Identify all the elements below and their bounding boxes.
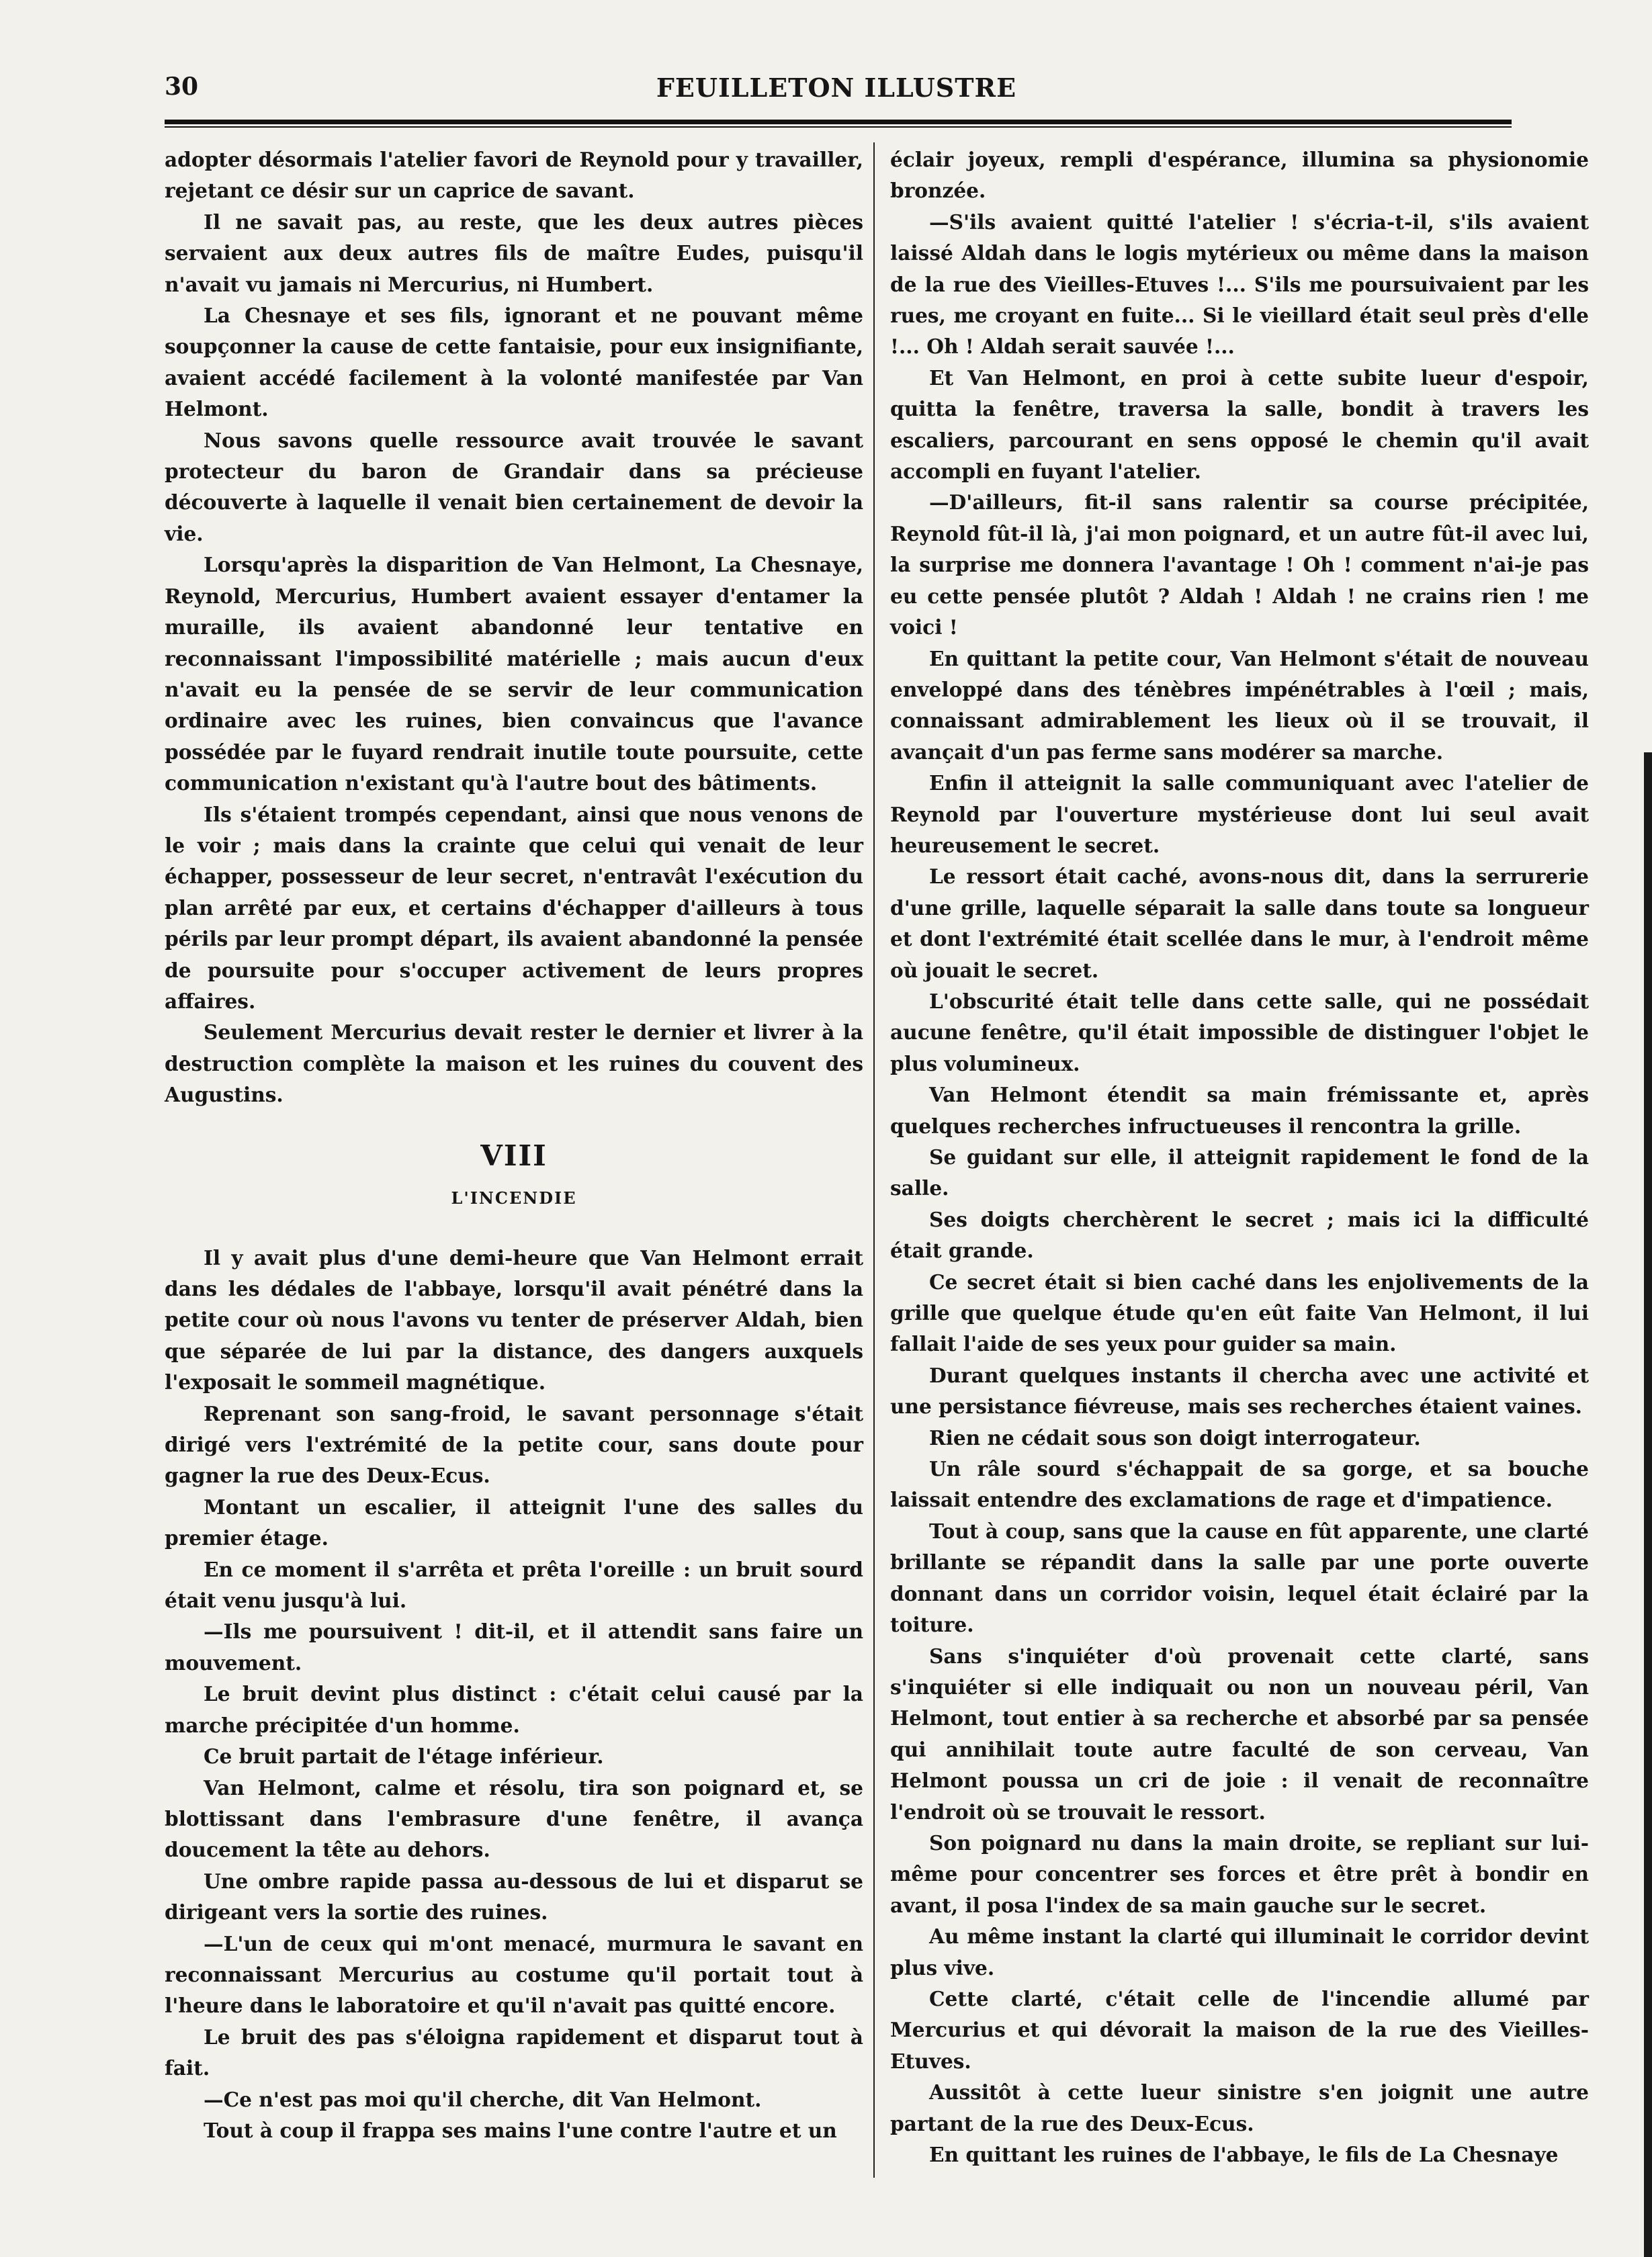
paragraph: Se guidant sur elle, il atteignit rapidement le fond de la salle.: [890, 1145, 1589, 1200]
paragraph: Il y avait plus d'une demi-heure que Van Helmont errait dans les dédales de l'abbaye, lorsqu'il avait pénétré dans la petite cour où nous l'avons vu tenter de préserver Aldah, bien que séparée de lui par la distance, des dangers auxquels l'exposait le sommeil magnétique.: [165, 1245, 863, 1395]
paragraph: Il ne savait pas, au reste, que les deux autres pièces servaient aux deux autres fils de maître Eudes, puisqu'il n'avait vu jamais ni Mercurius, ni Humbert.: [165, 210, 863, 296]
paragraph: Le bruit devint plus distinct : c'était celui causé par la marche précipitée d'un homme.: [165, 1682, 863, 1737]
paragraph: Une ombre rapide passa au-dessous de lui et disparut se dirigeant vers la sortie des ruines.: [165, 1869, 863, 1924]
paragraph: En ce moment il s'arrêta et prêta l'oreille : un bruit sourd était venu jusqu'à lui.: [165, 1557, 863, 1613]
paragraph: Van Helmont étendit sa main frémissante et, après quelques recherches infructueuses il rencontra la grille.: [890, 1083, 1589, 1138]
paragraph: Et Van Helmont, en proi à cette subite lueur d'espoir, quitta la fenêtre, traversa la salle, bondit à travers les escaliers, parcourant en sens opposé le chemin qu'il avait accompli en fuyant l'atelier.: [890, 365, 1589, 484]
left-column: [165, 144, 863, 2146]
paragraph: Seulement Mercurius devait rester le dernier et livrer à la destruction complète la maison et les ruines du couvent des Augustins.: [165, 1020, 863, 1107]
page-number: 30: [165, 73, 199, 101]
paragraph: —S'ils avaient quitté l'atelier ! s'écria-t-il, s'ils avaient laissé Aldah dans le logis mytérieux ou même dans la maison de la rue des Vieilles-Etuves !... S'ils me poursuivaient par les rues, me croyant en fuite... Si le vieillard était seul près d'elle !... Oh ! Aldah serait sauvée !...: [890, 210, 1589, 359]
paragraph: L'obscurité était telle dans cette salle, qui ne possédait aucune fenêtre, qu'il était impossible de distinguer l'objet le plus volumineux.: [890, 989, 1589, 1075]
running-title: FEUILLETON ILLUSTRE: [656, 73, 1017, 103]
paragraph: Ce bruit partait de l'étage inférieur.: [204, 1744, 604, 1769]
paragraph: Le bruit des pas s'éloigna rapidement et disparut tout à fait.: [165, 2025, 863, 2080]
paragraph: Rien ne cédait sous son doigt interrogateur.: [929, 1425, 1421, 1450]
paragraph: éclair joyeux, rempli d'espérance, illumina sa physionomie bronzée.: [890, 148, 1589, 203]
paragraph: Ce secret était si bien caché dans les enjolivements de la grille que quelque étude qu'en eût faite Van Helmont, il lui fallait l'aide de ses yeux pour guider sa main.: [890, 1270, 1589, 1356]
right-column: [890, 144, 1589, 2170]
paragraph: —Ils me poursuivent ! dit-il, et il attendit sans faire un mouvement.: [165, 1620, 863, 1675]
page-edge-shadow: [1644, 752, 1652, 2257]
paragraph: Reprenant son sang-froid, le savant personnage s'était dirigé vers l'extrémité de la petite cour, sans doute pour gagner la rue des Deux-Ecus.: [165, 1401, 863, 1488]
paragraph: —L'un de ceux qui m'ont menacé, murmura le savant en reconnaissant Mercurius au costume qu'il portait tout à l'heure dans le laboratoire et qu'il n'avait pas quitté encore.: [165, 1931, 863, 2018]
paragraph: Sans s'inquiéter d'où provenait cette clarté, sans s'inquiéter si elle indiquait ou non un nouveau péril, Van Helmont, tout entier à sa recherche et absorbé par sa pensée qui annihilait toute autre faculté de son cerveau, Van Helmont poussa un cri de joie : il venait de reconnaître l'endroit où se trouvait le ressort.: [890, 1644, 1589, 1824]
paragraph: Son poignard nu dans la main droite, se repliant sur lui-même pour concentrer ses forces et être prêt à bondir en avant, il posa l'index de sa main gauche sur le secret.: [890, 1830, 1589, 1917]
header-rule: [165, 120, 1512, 128]
paragraph: Montant un escalier, il atteignit l'une des salles du premier étage.: [165, 1495, 863, 1550]
chapter-number: VIII: [480, 1139, 548, 1172]
paragraph: Le ressort était caché, avons-nous dit, dans la serrurerie d'une grille, laquelle séparait la salle dans toute sa longueur et dont l'extrémité était scellée dans le mur, à l'endroit même où jouait le secret.: [890, 865, 1589, 982]
paragraph: En quittant les ruines de l'abbaye, le fils de La Chesnaye: [929, 2143, 1559, 2166]
paragraph: Enfin il atteignit la salle communiquant avec l'atelier de Reynold par l'ouverture mystérieuse dont lui seul avait heureusement le secret.: [890, 771, 1589, 857]
chapter-title: L'INCENDIE: [451, 1188, 577, 1208]
paragraph: —Ce n'est pas moi qu'il cherche, dit Van Helmont.: [204, 2087, 762, 2111]
paragraph: Van Helmont, calme et résolu, tira son poignard et, se blottissant dans l'embrasure d'une fenêtre, il avança doucement la tête au dehors.: [165, 1775, 863, 1862]
paragraph: Un râle sourd s'échappait de sa gorge, et sa bouche laissait entendre des exclamations de rage et d'impatience.: [890, 1457, 1589, 1512]
paragraph: Tout à coup, sans que la cause en fût apparente, une clarté brillante se répandit dans la salle par une porte ouverte donnant dans un corridor voisin, lequel était éclairé par la toiture.: [890, 1519, 1589, 1637]
column-divider: [873, 142, 875, 2178]
paragraph: Aussitôt à cette lueur sinistre s'en joignit une autre partant de la rue des Deux-Ecus.: [890, 2080, 1589, 2135]
paragraph: Cette clarté, c'était celle de l'incendie allumé par Mercurius et qui dévorait la maison de la rue des Vieilles-Etuves.: [890, 1986, 1589, 2073]
paragraph: Ses doigts cherchèrent le secret ; mais ici la difficulté était grande.: [890, 1207, 1589, 1263]
paragraph: En quittant la petite cour, Van Helmont s'était de nouveau enveloppé dans des ténèbres impénétrables à l'œil ; mais, connaissant admirablement les lieux où il se trouvait, il avançait d'un pas ferme sans modérer sa marche.: [890, 646, 1589, 764]
paragraph: Nous savons quelle ressource avait trouvée le savant protecteur du baron de Grandair dans sa précieuse découverte à laquelle il venait bien certainement de devoir la vie.: [165, 428, 863, 545]
paragraph: Tout à coup il frappa ses mains l'une contre l'autre et un: [204, 2118, 837, 2142]
paragraph: Durant quelques instants il chercha avec une activité et une persistance fiévreuse, mais ses recherches étaient vaines.: [890, 1363, 1589, 1419]
page-header: [165, 73, 1508, 110]
paragraph: adopter désormais l'atelier favori de Reynold pour y travailler, rejetant ce désir sur un caprice de savant.: [165, 148, 863, 203]
paragraph: Lorsqu'après la disparition de Van Helmont, La Chesnaye, Reynold, Mercurius, Humbert avaient essayer d'entamer la muraille, ils avaient abandonné leur tentative en reconnaissant l'impossibilité matérielle ; mais aucun d'eux n'avait eu la pensée de se servir de leur communication ordinaire avec les ruines, bien convaincus que l'avance possédée par le fuyard rendrait inutile toute poursuite, cette communication n'existant qu'à l'autre bout des bâtiments.: [165, 553, 863, 795]
paragraph: La Chesnaye et ses fils, ignorant et ne pouvant même soupçonner la cause de cette fantaisie, pour eux insignifiante, avaient accédé facilement à la volonté manifestée par Van Helmont.: [165, 304, 863, 421]
paragraph: Au même instant la clarté qui illuminait le corridor devint plus vive.: [890, 1924, 1589, 1980]
paragraph: Ils s'étaient trompés cependant, ainsi que nous venons de le voir ; mais dans la crainte que celui qui venait de leur échapper, possesseur de leur secret, n'entravât l'exécution du plan arrêté par eux, et certains d'échapper d'ailleurs à tous périls par leur prompt départ, ils avaient abandonné la pensée de poursuite pour s'occuper activement de leurs propres affaires.: [165, 802, 863, 1013]
paragraph: —D'ailleurs, fit-il sans ralentir sa course précipitée, Reynold fût-il là, j'ai mon poignard, et un autre fût-il avec lui, la surprise me donnera l'avantage ! Oh ! comment n'ai-je pas eu cette pensée plutôt ? Aldah ! Aldah ! ne crains rien ! me voici !: [890, 490, 1589, 639]
